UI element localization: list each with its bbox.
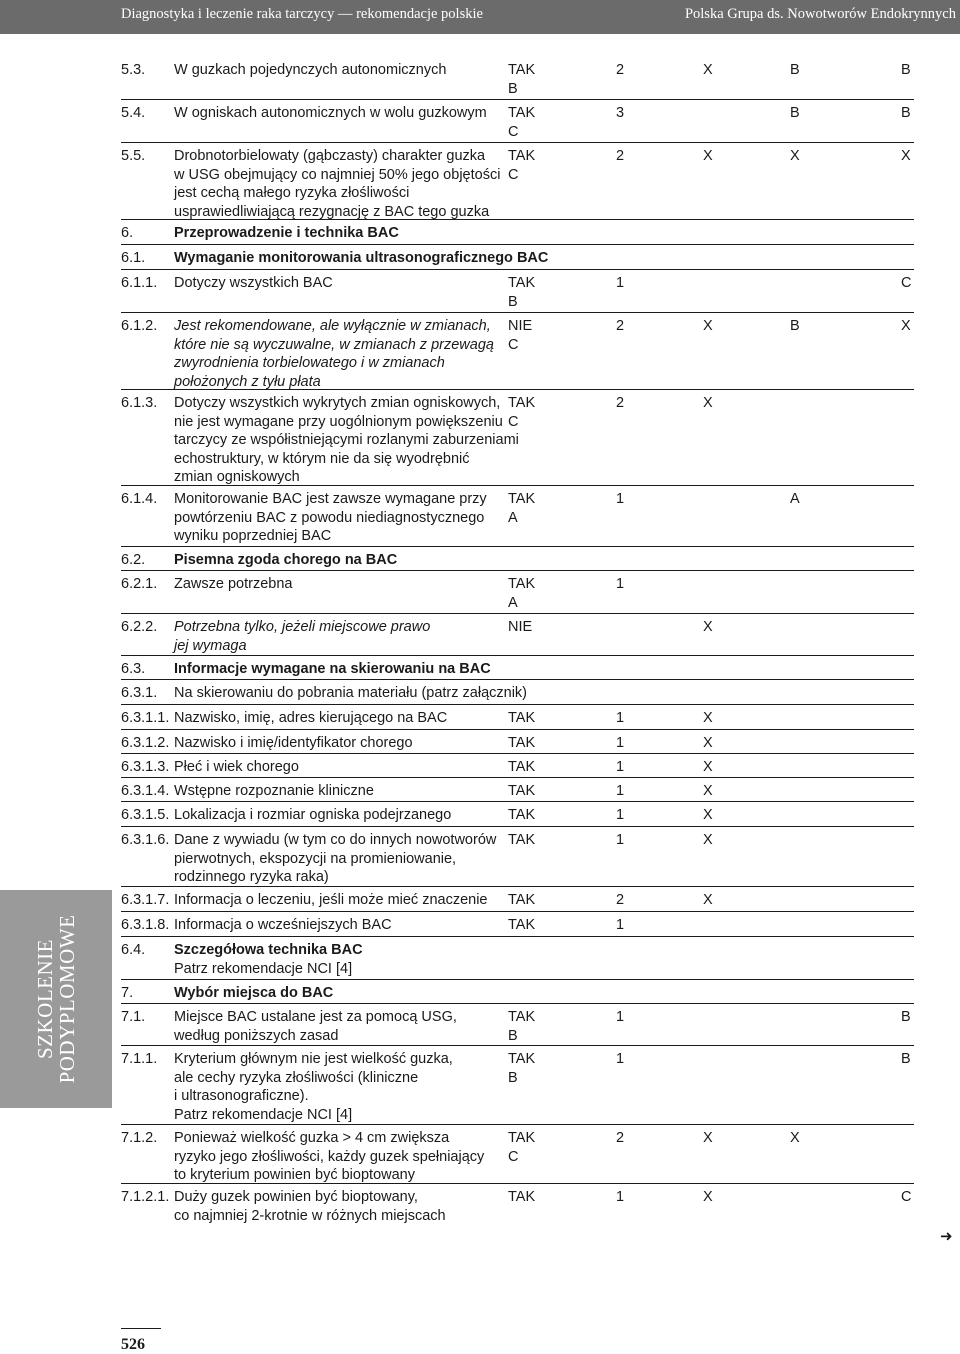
row-text: W guzkach pojedynczych autonomicznych: [174, 62, 447, 78]
col-3-cell: X: [703, 759, 713, 775]
row-number: 6.1.1.: [121, 275, 158, 291]
col-5-cell: C: [901, 1189, 912, 1205]
row-number: 7.1.1.: [121, 1051, 158, 1067]
evidence-level-cell: 2: [616, 395, 625, 411]
evidence-level-cell: 2: [616, 892, 625, 908]
row-divider: [121, 142, 914, 143]
evidence-level-cell: 1: [616, 832, 625, 848]
row-text: Nazwisko i imię/identyfikator chorego: [174, 735, 413, 751]
row-text: Wstępne rozpoznanie kliniczne: [174, 783, 374, 799]
strength-cell: TAK B: [508, 275, 536, 310]
row-number: 6.: [121, 225, 134, 241]
row-divider: [121, 613, 914, 614]
side-tab-line-2: PODYPLOMOWE: [55, 914, 79, 1084]
strength-cell: TAK: [508, 710, 536, 726]
row-number: 6.1.: [121, 250, 146, 266]
row-text: Potrzebna tylko, jeżeli miejscowe prawo jej wymaga: [174, 619, 431, 654]
strength-cell: TAK: [508, 807, 536, 823]
col-4-cell: X: [790, 1130, 800, 1146]
row-number: 6.3.1.8.: [121, 917, 170, 933]
strength-cell: TAK: [508, 892, 536, 908]
col-4-cell: B: [790, 105, 800, 121]
row-text: Dane z wywiadu (w tym co do innych nowotworów pierwotnych, ekspozycji na promieniowanie, rodzinnego ryzyka raka): [174, 832, 497, 885]
col-3-cell: X: [703, 892, 713, 908]
row-text: Duży guzek powinien być bioptowany, co najmniej 2-krotnie w różnych miejscach: [174, 1189, 446, 1224]
row-number: 7.1.2.1.: [121, 1189, 170, 1205]
evidence-level-cell: 1: [616, 735, 625, 751]
col-5-cell: X: [901, 148, 911, 164]
strength-cell: TAK C: [508, 1130, 536, 1165]
strength-cell: TAK B: [508, 62, 536, 97]
strength-cell: TAK C: [508, 105, 536, 140]
header-publisher: Polska Grupa ds. Nowotworów Endokrynnych: [684, 6, 956, 22]
col-3-cell: X: [703, 735, 713, 751]
evidence-level-cell: 2: [616, 1130, 625, 1146]
row-text: Ponieważ wielkość guzka > 4 cm zwiększa ryzyko jego złośliwości, każdy guzek spełniający to kryterium powinien być bioptowany: [174, 1130, 485, 1183]
row-number: 6.3.1.: [121, 685, 158, 701]
row-number: 5.5.: [121, 148, 146, 164]
col-5-cell: B: [901, 1051, 911, 1067]
row-text: Monitorowanie BAC jest zawsze wymagane przy powtórzeniu BAC z powodu niediagnostycznego wyniku poprzedniej BAC: [174, 491, 487, 544]
row-divider: [121, 886, 914, 887]
evidence-level-cell: 1: [616, 807, 625, 823]
row-text: W ogniskach autonomicznych w wolu guzkowym: [174, 105, 487, 121]
row-text: Informacja o leczeniu, jeśli może mieć znaczenie: [174, 892, 488, 908]
col-5-cell: B: [901, 105, 911, 121]
row-text: [174, 941, 363, 978]
row-divider: [121, 936, 914, 937]
col-3-cell: X: [703, 148, 713, 164]
row-number: 6.3.1.4.: [121, 783, 170, 799]
row-text: Dotyczy wszystkich BAC: [174, 275, 333, 291]
strength-cell: TAK A: [508, 576, 536, 611]
row-number: 6.3.1.3.: [121, 759, 170, 775]
row-text: Miejsce BAC ustalane jest za pomocą USG, według poniższych zasad: [174, 1009, 457, 1044]
row-text: Informacje wymagane na skierowaniu na BAC: [174, 661, 491, 677]
row-divider: [121, 911, 914, 912]
strength-cell: NIE C: [508, 318, 533, 353]
row-divider: [121, 1124, 914, 1125]
row-number: 6.3.1.6.: [121, 832, 170, 848]
row-number: 6.3.1.1.: [121, 710, 170, 726]
strength-cell: TAK C: [508, 148, 536, 183]
row-number: 5.3.: [121, 62, 146, 78]
col-3-cell: X: [703, 710, 713, 726]
row-text: Płeć i wiek chorego: [174, 759, 299, 775]
col-3-cell: X: [703, 619, 713, 635]
page-number-rule: [121, 1328, 161, 1329]
row-text: Jest rekomendowane, ale wyłącznie w zmianach, które nie są wyczuwalne, w zmianach z przewagą zwyrodnienia torbielowatego i w zmianach położonych z tyłu płata: [174, 318, 494, 390]
row-divider: [121, 655, 914, 656]
col-5-cell: C: [901, 275, 912, 291]
row-divider: [121, 1003, 914, 1004]
row-text: Nazwisko, imię, adres kierującego na BAC: [174, 710, 448, 726]
evidence-level-cell: 1: [616, 783, 625, 799]
row-divider: [121, 485, 914, 486]
row-text: Wybór miejsca do BAC: [174, 985, 334, 1001]
evidence-level-cell: 1: [616, 1189, 625, 1205]
row-number: 6.3.1.5.: [121, 807, 170, 823]
row-divider: [121, 312, 914, 313]
strength-cell: TAK: [508, 832, 536, 848]
row-text: Pisemna zgoda chorego na BAC: [174, 552, 398, 568]
strength-cell: TAK: [508, 917, 536, 933]
col-4-cell: B: [790, 62, 800, 78]
page-number: 526: [121, 1336, 145, 1353]
col-3-cell: X: [703, 832, 713, 848]
col-3-cell: X: [703, 1130, 713, 1146]
row-divider: [121, 801, 914, 802]
evidence-level-cell: 3: [616, 105, 625, 121]
row-number: 7.1.: [121, 1009, 146, 1025]
evidence-level-cell: 1: [616, 491, 625, 507]
row-text: Zawsze potrzebna: [174, 576, 293, 592]
row-number: 6.3.: [121, 661, 146, 677]
row-number: 6.1.2.: [121, 318, 158, 334]
row-divider: [121, 729, 914, 730]
strength-cell: TAK: [508, 735, 536, 751]
col-3-cell: X: [703, 395, 713, 411]
col-4-cell: A: [790, 491, 800, 507]
row-number: 6.2.1.: [121, 576, 158, 592]
row-number: 7.: [121, 985, 134, 1001]
row-divider: [121, 389, 914, 390]
row-number: 6.2.: [121, 552, 146, 568]
col-5-cell: X: [901, 318, 911, 334]
col-3-cell: X: [703, 318, 713, 334]
strength-cell: NIE: [508, 619, 533, 635]
col-5-cell: B: [901, 1009, 911, 1025]
row-text: Na skierowaniu do pobrania materiału (patrz załącznik): [174, 685, 527, 701]
evidence-level-cell: 2: [616, 148, 625, 164]
row-divider: [121, 1045, 914, 1046]
row-number: 7.1.2.: [121, 1130, 158, 1146]
side-tab-line-1: SZKOLENIE: [33, 939, 57, 1059]
row-text: Przeprowadzenie i technika BAC: [174, 225, 399, 241]
row-text: Wymaganie monitorowania ultrasonograficznego BAC: [174, 250, 549, 266]
evidence-level-cell: 1: [616, 759, 625, 775]
row-divider: [121, 269, 914, 270]
row-number: 6.2.2.: [121, 619, 158, 635]
row-divider: [121, 704, 914, 705]
evidence-level-cell: 2: [616, 62, 625, 78]
evidence-level-cell: 1: [616, 1009, 625, 1025]
row-text: Dotyczy wszystkich wykrytych zmian ogniskowych, nie jest wymagane przy uogólnionym powiększeniu tarczycy ze współistniejącymi rozlanymi zaburzeniami echostruktury, w którym nie da się wyodrębnić zmian ogniskowych: [174, 395, 519, 485]
col-4-cell: B: [790, 318, 800, 334]
row-divider: [121, 244, 914, 245]
row-divider: [121, 570, 914, 571]
row-number: 6.4.: [121, 942, 146, 958]
row-divider: [121, 546, 914, 547]
strength-cell: TAK C: [508, 395, 536, 430]
row-number: 6.3.1.2.: [121, 735, 170, 751]
evidence-level-cell: 1: [616, 710, 625, 726]
strength-cell: TAK: [508, 783, 536, 799]
row-divider: [121, 979, 914, 980]
strength-cell: TAK B: [508, 1051, 536, 1086]
row-text-main: Szczegółowa technika BAC: [174, 942, 363, 958]
evidence-level-cell: 1: [616, 275, 625, 291]
row-divider: [121, 99, 914, 100]
col-3-cell: X: [703, 62, 713, 78]
row-text: Drobnotorbielowaty (gąbczasty) charakter guzka w USG obejmujący co najmniej 50% jego objętości jest cechą małego ryzyka złośliwości usprawiedliwiającą rezygnację z BAC tego guzka: [174, 148, 501, 220]
row-text: Kryterium głównym nie jest wielkość guzka, ale cechy ryzyka złośliwości (kliniczne i ultrasonograficzne). Patrz rekomendacje NCI [4]: [174, 1051, 453, 1123]
header-title: Diagnostyka i leczenie raka tarczycy — rekomendacje polskie: [121, 6, 483, 22]
row-number: 6.1.3.: [121, 395, 158, 411]
evidence-level-cell: 1: [616, 576, 625, 592]
row-text: Informacja o wcześniejszych BAC: [174, 917, 392, 933]
row-number: 6.1.4.: [121, 491, 158, 507]
strength-cell: TAK B: [508, 1009, 536, 1044]
row-divider: [121, 826, 914, 827]
row-divider: [121, 679, 914, 680]
strength-cell: TAK: [508, 1189, 536, 1205]
evidence-level-cell: 2: [616, 318, 625, 334]
row-divider: [121, 753, 914, 754]
row-number: 5.4.: [121, 105, 146, 121]
evidence-level-cell: 1: [616, 917, 625, 933]
col-5-cell: B: [901, 62, 911, 78]
evidence-level-cell: 1: [616, 1051, 625, 1067]
right-arrow-icon: ➜: [940, 1228, 953, 1245]
strength-cell: TAK A: [508, 491, 536, 526]
col-3-cell: X: [703, 1189, 713, 1205]
row-divider: [121, 777, 914, 778]
strength-cell: TAK: [508, 759, 536, 775]
col-3-cell: X: [703, 807, 713, 823]
row-number: 6.3.1.7.: [121, 892, 170, 908]
row-subtext: Patrz rekomendacje NCI [4]: [174, 960, 353, 977]
row-text: Lokalizacja i rozmiar ogniska podejrzanego: [174, 807, 452, 823]
col-3-cell: X: [703, 783, 713, 799]
row-divider: [121, 219, 914, 220]
row-divider: [121, 1183, 914, 1184]
col-4-cell: X: [790, 148, 800, 164]
